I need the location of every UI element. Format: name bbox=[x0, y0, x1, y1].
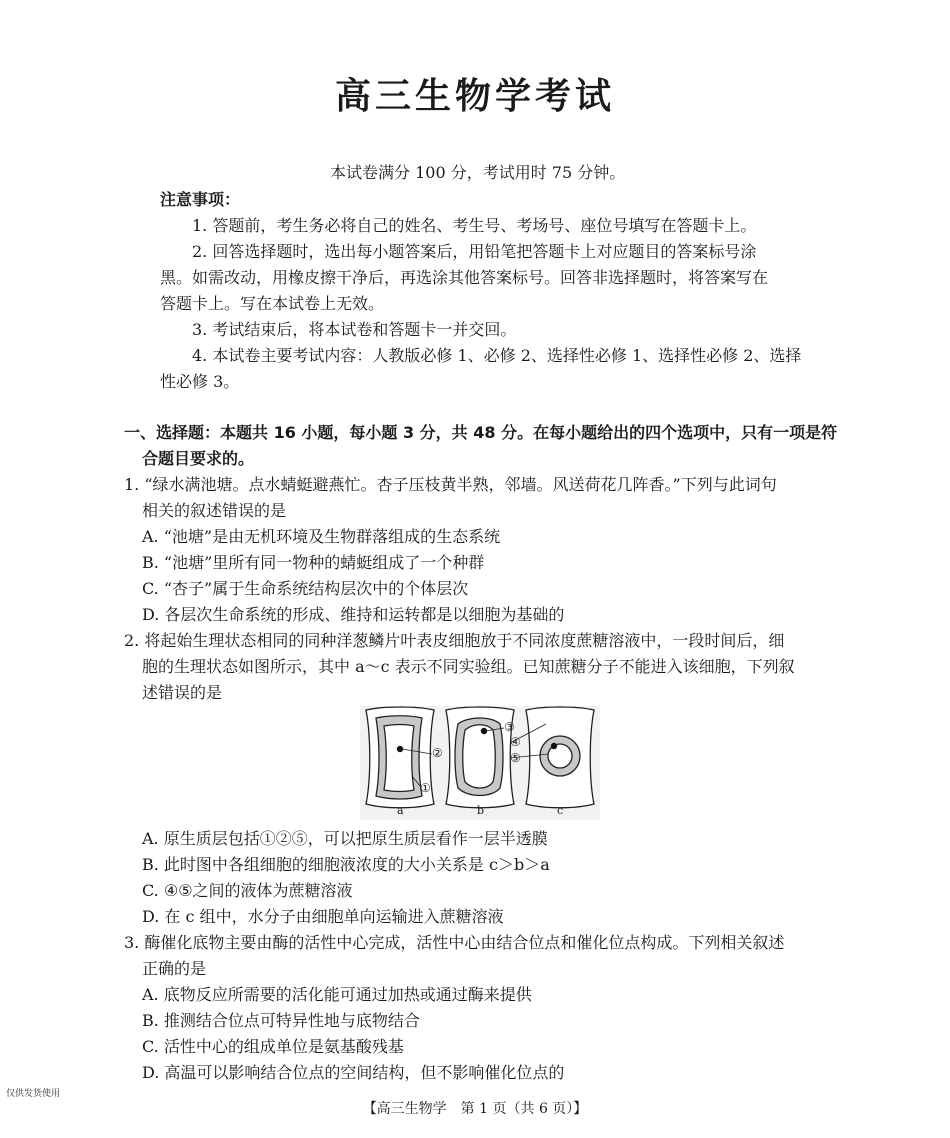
q1-option-c: C. “杏子”属于生命系统结构层次中的个体层次 bbox=[142, 579, 469, 598]
section-heading-cont: 合题目要求的。 bbox=[142, 449, 255, 468]
exam-intro: 本试卷满分 100 分，考试用时 75 分钟。 bbox=[330, 163, 626, 182]
notice-line: 性必修 3。 bbox=[160, 372, 240, 391]
marker-5: ⑤ bbox=[510, 751, 521, 765]
q3-stem: 3. 酶催化底物主要由酶的活性中心完成，活性中心由结合位点和催化位点构成。下列相关叙述 bbox=[124, 933, 785, 952]
q2-option-c: C. ④⑤之间的液体为蔗糖溶液 bbox=[142, 881, 353, 900]
q2-stem: 2. 将起始生理状态相同的同种洋葱鳞片叶表皮细胞放于不同浓度蔗糖溶液中，一段时间后，细 bbox=[124, 631, 785, 650]
q3-option-d: D. 高温可以影响结合位点的空间结构，但不影响催化位点的 bbox=[142, 1063, 565, 1082]
q1-stem: 1. “绿水满池塘。点水蜻蜓避燕忙。杏子压枝黄半熟，邻墙。风送荷花几阵香。”下列与此词句 bbox=[124, 475, 777, 494]
marker-3: ③ bbox=[504, 720, 515, 734]
cell-plasmolysis-figure bbox=[360, 706, 600, 824]
cell-label-b: b bbox=[477, 804, 485, 817]
q3-stem-cont: 正确的是 bbox=[142, 959, 207, 978]
q1-stem-cont: 相关的叙述错误的是 bbox=[142, 501, 287, 520]
q1-option-b: B. “池塘”里所有同一物种的蜻蜓组成了一个种群 bbox=[142, 553, 485, 572]
exam-title: 高三生物学考试 bbox=[334, 76, 615, 117]
page-footer: 【高三生物学 第 1 页（共 6 页）】 bbox=[362, 1101, 588, 1117]
q2-stem-cont: 胞的生理状态如图所示，其中 a～c 表示不同实验组。已知蔗糖分子不能进入该细胞，下列叙 bbox=[142, 657, 795, 676]
cell-label-c: c bbox=[557, 804, 564, 817]
notice-line: 1. 答题前，考生务必将自己的姓名、考生号、考场号、座位号填写在答题卡上。 bbox=[192, 216, 757, 235]
notice-line: 黑。如需改动，用橡皮擦干净后，再选涂其他答案标号。回答非选择题时，将答案写在 bbox=[160, 268, 769, 287]
notice-line: 答题卡上。写在本试卷上无效。 bbox=[160, 294, 385, 313]
cell-label-a: a bbox=[397, 804, 404, 817]
notice-heading: 注意事项： bbox=[160, 190, 241, 209]
q2-option-b: B. 此时图中各组细胞的细胞液浓度的大小关系是 c＞b＞a bbox=[142, 855, 550, 874]
marker-4: ④ bbox=[510, 735, 521, 749]
marker-1: ① bbox=[420, 781, 431, 795]
notice-line: 4. 本试卷主要考试内容：人教版必修 1、必修 2、选择性必修 1、选择性必修 2、选择 bbox=[192, 346, 802, 365]
q1-option-d: D. 各层次生命系统的形成、维持和运转都是以细胞为基础的 bbox=[142, 605, 565, 624]
q1-option-a: A. “池塘”是由无机环境及生物群落组成的生态系统 bbox=[142, 527, 501, 546]
notice-line: 3. 考试结束后，将本试卷和答题卡一并交回。 bbox=[192, 320, 517, 339]
notice-line: 2. 回答选择题时，选出每小题答案后，用铅笔把答题卡上对应题目的答案标号涂 bbox=[192, 242, 757, 261]
cell-c bbox=[526, 707, 594, 808]
section-heading: 一、选择题：本题共 16 小题，每小题 3 分，共 48 分。在每小题给出的四个选项中，只有一项是符 bbox=[124, 423, 838, 442]
marker-2: ② bbox=[432, 746, 443, 760]
q3-option-a: A. 底物反应所需要的活化能可通过加热或通过酶来提供 bbox=[142, 985, 532, 1004]
q3-option-b: B. 推测结合位点可特异性地与底物结合 bbox=[142, 1011, 420, 1030]
side-note: 仅供发货使用 bbox=[6, 1089, 61, 1099]
q2-stem-cont: 述错误的是 bbox=[142, 683, 223, 702]
q2-option-d: D. 在 c 组中，水分子由细胞单向运输进入蔗糖溶液 bbox=[142, 907, 504, 926]
q2-option-a: A. 原生质层包括①②⑤，可以把原生质层看作一层半透膜 bbox=[142, 829, 548, 848]
q3-option-c: C. 活性中心的组成单位是氨基酸残基 bbox=[142, 1037, 404, 1056]
